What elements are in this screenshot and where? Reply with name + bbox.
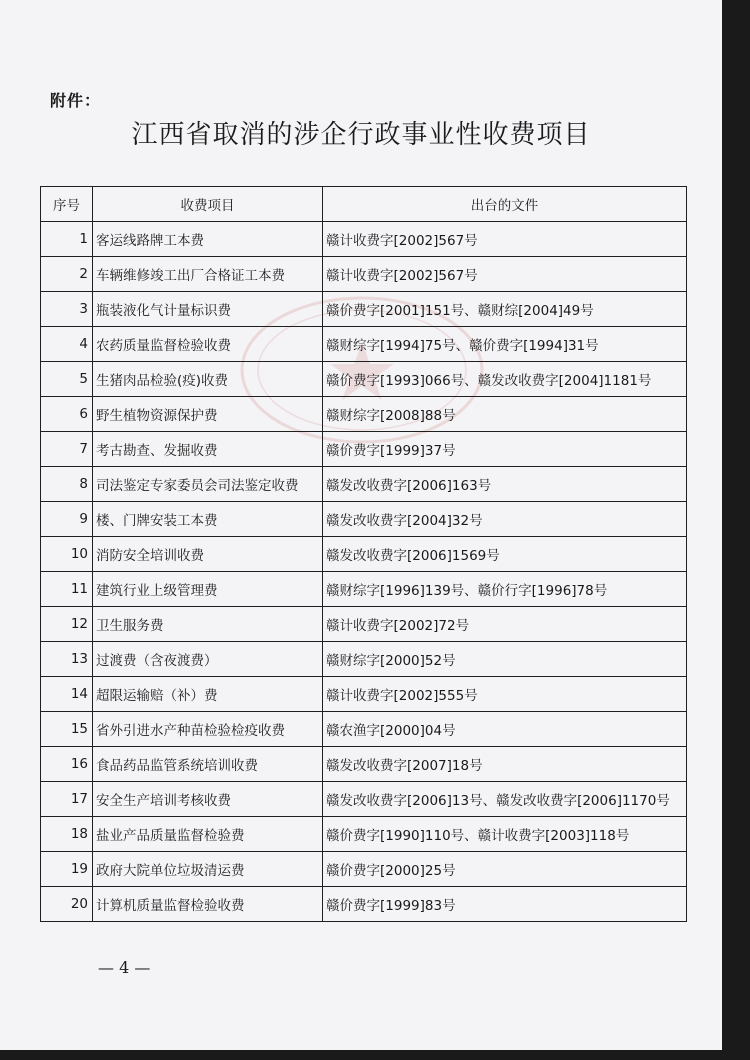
table-row	[41, 782, 687, 817]
row-number: 14	[41, 677, 93, 712]
row-number: 7	[41, 432, 93, 467]
row-number: 19	[41, 852, 93, 887]
row-number: 3	[41, 292, 93, 327]
source-document: 赣农渔字[2000]04号	[323, 712, 687, 747]
table-row	[41, 747, 687, 782]
source-document: 赣发改收费字[2006]1569号	[323, 537, 687, 572]
row-number: 11	[41, 572, 93, 607]
source-document: 赣计收费字[2002]567号	[323, 257, 687, 292]
page-number: — 4 —	[98, 958, 151, 977]
source-document: 赣价费字[1999]37号	[323, 432, 687, 467]
document-title: 江西省取消的涉企行政事业性收费项目	[131, 120, 591, 150]
row-number: 17	[41, 782, 93, 817]
fee-item: 消防安全培训收费	[93, 537, 323, 572]
fee-item: 客运线路牌工本费	[93, 222, 323, 257]
fee-item: 计算机质量监督检验收费	[93, 887, 323, 922]
fee-items-table	[40, 186, 687, 922]
row-number: 12	[41, 607, 93, 642]
table-row	[41, 852, 687, 887]
fee-item: 盐业产品质量监督检验费	[93, 817, 323, 852]
source-document: 赣计收费字[2002]555号	[323, 677, 687, 712]
fee-item: 建筑行业上级管理费	[93, 572, 323, 607]
row-number: 20	[41, 887, 93, 922]
table-row	[41, 817, 687, 852]
column-header-number: 序号	[41, 187, 93, 222]
row-number: 18	[41, 817, 93, 852]
source-document: 赣价费字[1999]83号	[323, 887, 687, 922]
table-row	[41, 677, 687, 712]
fee-item: 食品药品监管系统培训收费	[93, 747, 323, 782]
source-document: 赣发改收费字[2006]13号、赣发改收费字[2006]1170号	[323, 782, 687, 817]
table-row	[41, 537, 687, 572]
fee-item: 过渡费（含夜渡费）	[93, 642, 323, 677]
source-document: 赣财综字[1996]139号、赣价行字[1996]78号	[323, 572, 687, 607]
source-document: 赣价费字[1990]110号、赣计收费字[2003]118号	[323, 817, 687, 852]
table-row	[41, 327, 687, 362]
row-number: 6	[41, 397, 93, 432]
row-number: 2	[41, 257, 93, 292]
column-header-item: 收费项目	[93, 187, 323, 222]
fee-item: 车辆维修竣工出厂合格证工本费	[93, 257, 323, 292]
fee-item: 生猪肉品检验(疫)收费	[93, 362, 323, 397]
source-document: 赣价费字[2001]151号、赣财综[2004]49号	[323, 292, 687, 327]
fee-item: 农药质量监督检验收费	[93, 327, 323, 362]
table-row	[41, 432, 687, 467]
source-document: 赣财综字[2000]52号	[323, 642, 687, 677]
row-number: 15	[41, 712, 93, 747]
row-number: 9	[41, 502, 93, 537]
source-document: 赣发改收费字[2004]32号	[323, 502, 687, 537]
table-row	[41, 887, 687, 922]
fee-item: 政府大院单位垃圾清运费	[93, 852, 323, 887]
row-number: 13	[41, 642, 93, 677]
source-document: 赣财综字[1994]75号、赣价费字[1994]31号	[323, 327, 687, 362]
row-number: 4	[41, 327, 93, 362]
source-document: 赣发改收费字[2007]18号	[323, 747, 687, 782]
fee-item: 省外引进水产种苗检验检疫收费	[93, 712, 323, 747]
fee-item: 考古勘查、发掘收费	[93, 432, 323, 467]
table-row	[41, 712, 687, 747]
source-document: 赣计收费字[2002]567号	[323, 222, 687, 257]
table-row	[41, 642, 687, 677]
table-row	[41, 572, 687, 607]
row-number: 16	[41, 747, 93, 782]
fee-item: 司法鉴定专家委员会司法鉴定收费	[93, 467, 323, 502]
table-row	[41, 222, 687, 257]
table-row	[41, 467, 687, 502]
column-header-document: 出台的文件	[323, 187, 687, 222]
table-row	[41, 362, 687, 397]
source-document: 赣发改收费字[2006]163号	[323, 467, 687, 502]
table-row	[41, 257, 687, 292]
source-document: 赣计收费字[2002]72号	[323, 607, 687, 642]
fee-item: 安全生产培训考核收费	[93, 782, 323, 817]
source-document: 赣价费字[2000]25号	[323, 852, 687, 887]
row-number: 5	[41, 362, 93, 397]
table-row	[41, 502, 687, 537]
fee-item: 卫生服务费	[93, 607, 323, 642]
table-header-row	[41, 187, 687, 222]
attachment-label: 附件：	[50, 91, 102, 110]
row-number: 8	[41, 467, 93, 502]
fee-item: 超限运输赔（补）费	[93, 677, 323, 712]
table-row	[41, 607, 687, 642]
row-number: 1	[41, 222, 93, 257]
source-document: 赣财综字[2008]88号	[323, 397, 687, 432]
row-number: 10	[41, 537, 93, 572]
table-row	[41, 397, 687, 432]
table-row	[41, 292, 687, 327]
fee-item: 楼、门牌安装工本费	[93, 502, 323, 537]
fee-item: 瓶装液化气计量标识费	[93, 292, 323, 327]
fee-item: 野生植物资源保护费	[93, 397, 323, 432]
source-document: 赣价费字[1993]066号、赣发改收费字[2004]1181号	[323, 362, 687, 397]
